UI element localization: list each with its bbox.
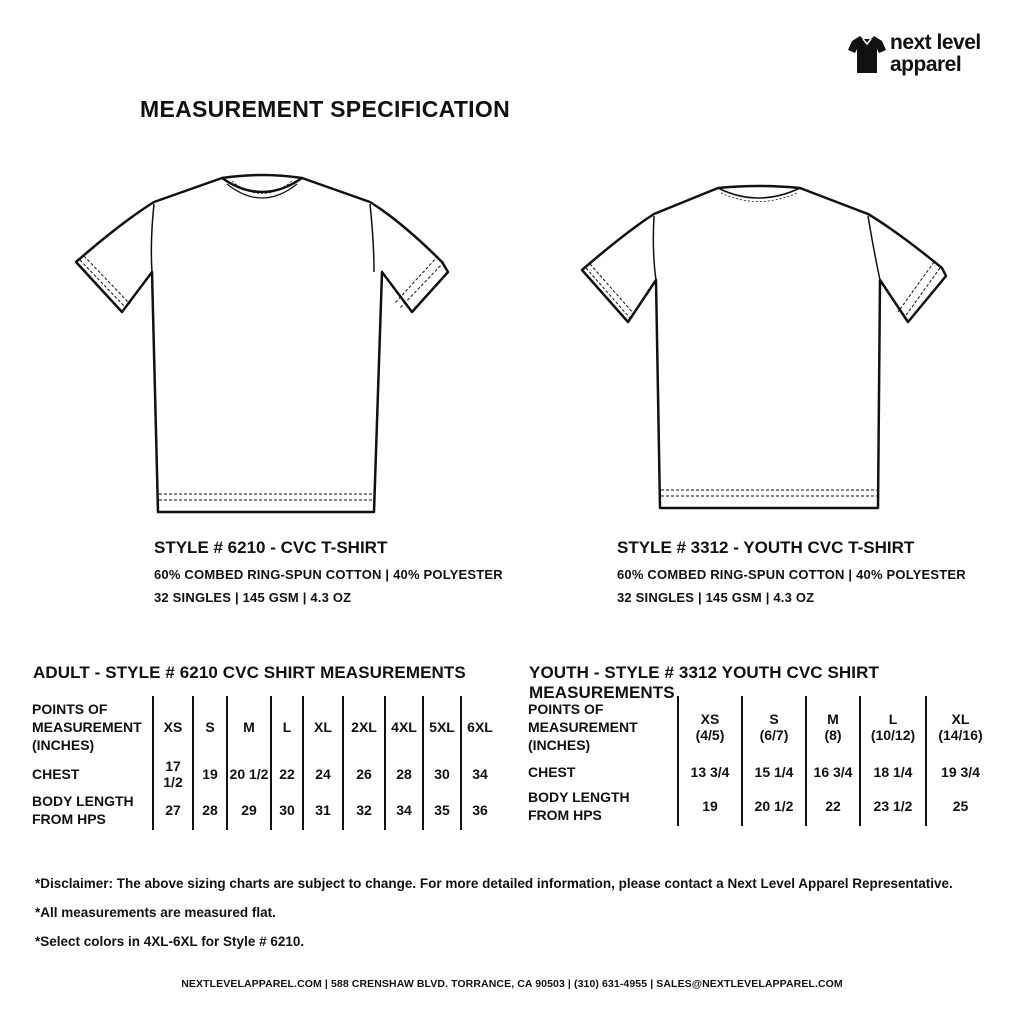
table-cell: 36 bbox=[461, 790, 498, 830]
table-cell: 31 bbox=[303, 790, 343, 830]
adult-table-title: ADULT - STYLE # 6210 CVC SHIRT MEASUREMENTS bbox=[33, 663, 466, 682]
style-3312-info bbox=[617, 538, 966, 613]
table-cell: 22 bbox=[806, 786, 860, 826]
table-cell: 16 3/4 bbox=[806, 758, 860, 786]
table-cell: 24 bbox=[303, 758, 343, 790]
style-specs: 32 SINGLES | 145 GSM | 4.3 OZ bbox=[154, 590, 352, 605]
row-label: BODY LENGTH FROM HPS bbox=[32, 793, 134, 827]
table-cell: 20 1/2 bbox=[227, 758, 271, 790]
table-cell: 23 1/2 bbox=[860, 786, 926, 826]
size-header: XL bbox=[303, 696, 343, 758]
table-cell: 17 1/2 bbox=[153, 758, 193, 790]
style-title: STYLE # 6210 - CVC T-SHIRT bbox=[154, 538, 388, 557]
table-cell: 34 bbox=[461, 758, 498, 790]
measurement-note: *All measurements are measured flat. bbox=[35, 905, 276, 920]
brand-line-1: next level bbox=[890, 31, 981, 54]
size-header: 4XL bbox=[385, 696, 423, 758]
page-title: MEASUREMENT SPECIFICATION bbox=[140, 96, 510, 122]
table-cell: 26 bbox=[343, 758, 385, 790]
table-header-row bbox=[32, 696, 498, 758]
row-label: BODY LENGTH FROM HPS bbox=[528, 789, 630, 823]
table-cell: 20 1/2 bbox=[742, 786, 806, 826]
row-label: CHEST bbox=[32, 766, 80, 782]
youth-tshirt-illustration bbox=[578, 182, 948, 512]
style-composition: 60% COMBED RING-SPUN COTTON | 40% POLYESTER bbox=[154, 567, 503, 582]
size-header: XL (14/16) bbox=[926, 696, 994, 758]
adult-measurement-table bbox=[32, 696, 498, 830]
table-row bbox=[528, 786, 994, 826]
youth-measurement-table bbox=[528, 696, 994, 826]
brand-logo bbox=[848, 30, 1008, 80]
table-row bbox=[32, 790, 498, 830]
size-header: XS bbox=[153, 696, 193, 758]
table-cell: 28 bbox=[385, 758, 423, 790]
size-header: L (10/12) bbox=[860, 696, 926, 758]
header-label: POINTS OF MEASUREMENT (INCHES) bbox=[32, 701, 142, 753]
size-header: M bbox=[227, 696, 271, 758]
table-cell: 27 bbox=[153, 790, 193, 830]
tshirt-logo-icon bbox=[848, 33, 886, 75]
disclaimer-note: *Disclaimer: The above sizing charts are subject to change. For more detailed information, please contact a Next Level Apparel Representative. bbox=[35, 876, 953, 891]
youth-table-title: YOUTH - STYLE # 3312 YOUTH CVC SHIRT MEASUREMENTS bbox=[529, 663, 879, 702]
style-composition: 60% COMBED RING-SPUN COTTON | 40% POLYESTER bbox=[617, 567, 966, 582]
size-header: M (8) bbox=[806, 696, 860, 758]
size-header: 2XL bbox=[343, 696, 385, 758]
table-cell: 25 bbox=[926, 786, 994, 826]
table-cell: 30 bbox=[423, 758, 461, 790]
table-cell: 15 1/4 bbox=[742, 758, 806, 786]
color-note: *Select colors in 4XL-6XL for Style # 6210. bbox=[35, 934, 305, 949]
table-cell: 28 bbox=[193, 790, 227, 830]
table-row bbox=[32, 758, 498, 790]
table-header-row bbox=[528, 696, 994, 758]
size-header: 6XL bbox=[461, 696, 498, 758]
table-cell: 34 bbox=[385, 790, 423, 830]
table-cell: 13 3/4 bbox=[678, 758, 742, 786]
adult-tshirt-illustration bbox=[72, 172, 452, 518]
table-cell: 32 bbox=[343, 790, 385, 830]
disclaimer-notes bbox=[35, 876, 953, 963]
table-cell: 35 bbox=[423, 790, 461, 830]
contact-footer: NEXTLEVELAPPAREL.COM | 588 CRENSHAW BLVD. TORRANCE, CA 90503 | (310) 631-4955 | SALES@NEXTLEVELAPPAREL.COM bbox=[181, 978, 843, 990]
table-cell: 22 bbox=[271, 758, 303, 790]
table-cell: 29 bbox=[227, 790, 271, 830]
table-cell: 19 bbox=[193, 758, 227, 790]
size-header: L bbox=[271, 696, 303, 758]
table-cell: 19 bbox=[678, 786, 742, 826]
table-cell: 18 1/4 bbox=[860, 758, 926, 786]
table-cell: 30 bbox=[271, 790, 303, 830]
style-title: STYLE # 3312 - YOUTH CVC T-SHIRT bbox=[617, 538, 915, 557]
header-label: POINTS OF MEASUREMENT (INCHES) bbox=[528, 701, 638, 753]
style-specs: 32 SINGLES | 145 GSM | 4.3 OZ bbox=[617, 590, 815, 605]
size-header: XS (4/5) bbox=[678, 696, 742, 758]
size-header: 5XL bbox=[423, 696, 461, 758]
brand-line-2: apparel bbox=[890, 53, 962, 76]
row-label: CHEST bbox=[528, 764, 576, 780]
table-row bbox=[528, 758, 994, 786]
size-header: S (6/7) bbox=[742, 696, 806, 758]
table-cell: 19 3/4 bbox=[926, 758, 994, 786]
style-6210-info bbox=[154, 538, 503, 613]
size-header: S bbox=[193, 696, 227, 758]
